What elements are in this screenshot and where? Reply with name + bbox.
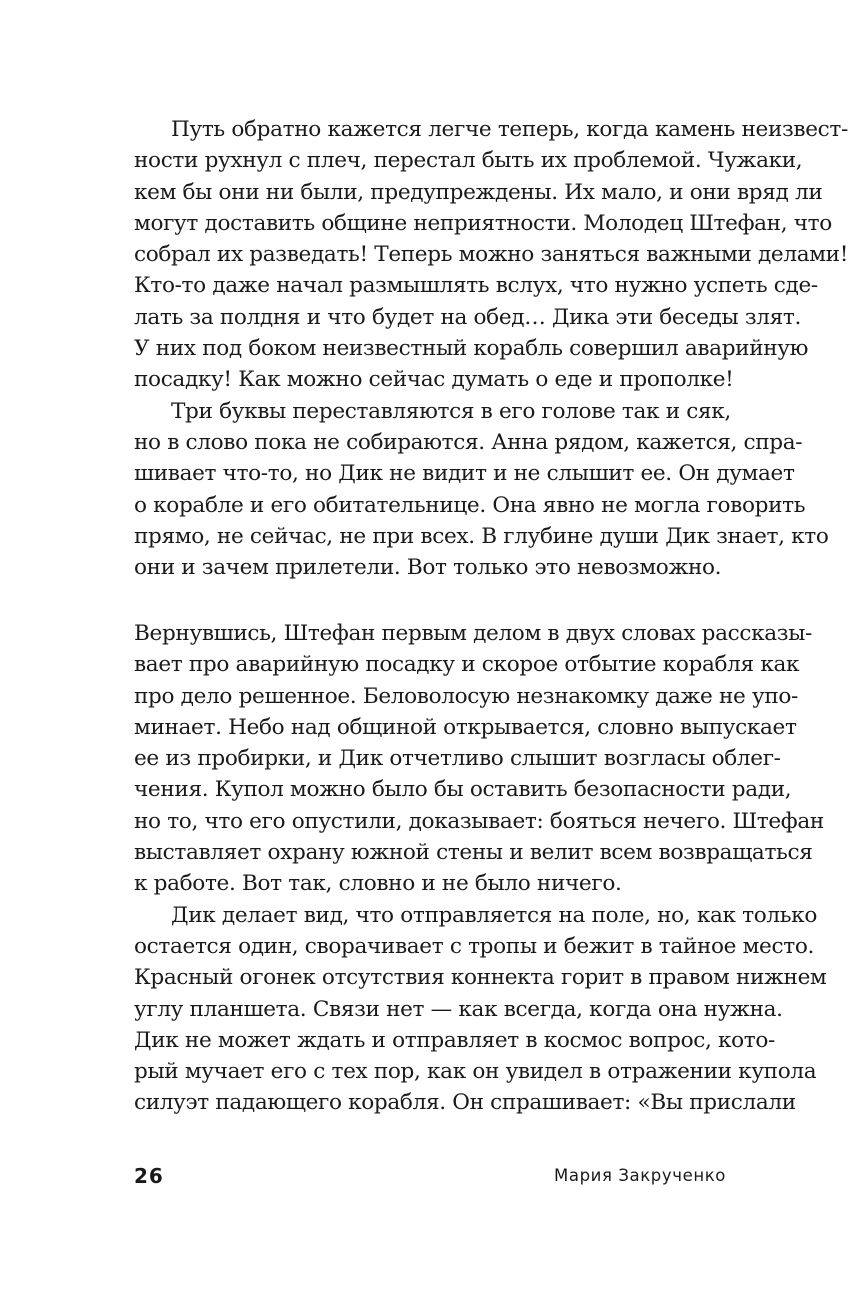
text-block-2 bbox=[134, 618, 827, 1119]
paragraph bbox=[134, 114, 849, 396]
text-line: лать за полдня и что будет на обед… Дика эти беседы злят. bbox=[134, 304, 802, 330]
text-line: Дик делает вид, что отправляется на поле, но, как только bbox=[171, 902, 817, 928]
text-line: Путь обратно кажется легче теперь, когда камень неизвест- bbox=[171, 117, 848, 142]
text-line: они и зачем прилетели. Вот только это невозможно. bbox=[134, 555, 722, 581]
paragraph bbox=[134, 900, 827, 1119]
page-footer bbox=[134, 1164, 726, 1194]
text-line: Красный огонек отсутствия коннекта горит в правом нижнем bbox=[134, 965, 827, 991]
paragraph bbox=[134, 396, 829, 584]
text-block-1 bbox=[134, 114, 849, 583]
text-line: к работе. Вот так, словно и не было ничего. bbox=[134, 871, 622, 897]
text-line: ее из пробирки, и Дик отчетливо слышит возгласы облег- bbox=[134, 746, 781, 772]
text-line: ности рухнул с плеч, перестал быть их проблемой. Чужаки, bbox=[134, 148, 803, 174]
text-line: У них под боком неизвестный корабль совершил аварийную bbox=[134, 336, 809, 362]
paragraph bbox=[134, 618, 824, 900]
text-line: силуэт падающего корабля. Он спрашивает: «Вы прислали bbox=[134, 1090, 796, 1116]
text-line: остается один, сворачивает с тропы и бежит в тайное место. bbox=[134, 933, 814, 959]
text-line: рый мучает его с тех пор, как он увидел в отражении купола bbox=[134, 1059, 817, 1085]
author-name: Мария Закрученко bbox=[554, 1166, 726, 1185]
text-line: прямо, не сейчас, не при всех. В глубине души Дик знает, кто bbox=[134, 523, 829, 549]
text-line: о корабле и его обитательнице. Она явно не могла говорить bbox=[134, 492, 806, 518]
text-line: посадку! Как можно сейчас думать о еде и прополке! bbox=[134, 367, 734, 393]
text-line: собрал их разведать! Теперь можно заняться важными делами! bbox=[134, 242, 849, 268]
text-line: углу планшета. Связи нет — как всегда, когда она нужна. bbox=[134, 996, 783, 1022]
text-line: про дело решенное. Беловолосую незнакомку даже не упо- bbox=[134, 683, 798, 709]
page-number: 26 bbox=[134, 1164, 164, 1188]
text-line: чения. Купол можно было бы оставить безопасности ради, bbox=[134, 777, 792, 803]
text-line: шивает что-то, но Дик не видит и не слышит ее. Он думает bbox=[134, 461, 795, 487]
text-line: Кто-то даже начал размышлять вслух, что нужно успеть сде- bbox=[134, 273, 818, 299]
text-line: Дик не может ждать и отправляет в космос вопрос, кото- bbox=[134, 1027, 775, 1053]
text-line: но в слово пока не собираются. Анна рядом, кажется, спра- bbox=[134, 429, 803, 455]
text-line: Три буквы переставляются в его голове так и сяк, bbox=[171, 398, 731, 424]
text-line: минает. Небо над общиной открывается, словно выпускает bbox=[134, 714, 797, 740]
text-line: вает про аварийную посадку и скорое отбытие корабля как bbox=[134, 652, 800, 678]
text-line: Вернувшись, Штефан первым делом в двух словах рассказы- bbox=[134, 621, 812, 646]
text-line: выставляет охрану южной стены и велит всем возвращаться bbox=[134, 840, 813, 866]
text-line: кем бы они ни были, предупреждены. Их мало, и они вряд ли bbox=[134, 179, 823, 205]
text-line: могут доставить общине неприятности. Молодец Штефан, что bbox=[134, 210, 832, 236]
text-line: но то, что его опустили, доказывает: бояться нечего. Штефан bbox=[134, 808, 824, 834]
